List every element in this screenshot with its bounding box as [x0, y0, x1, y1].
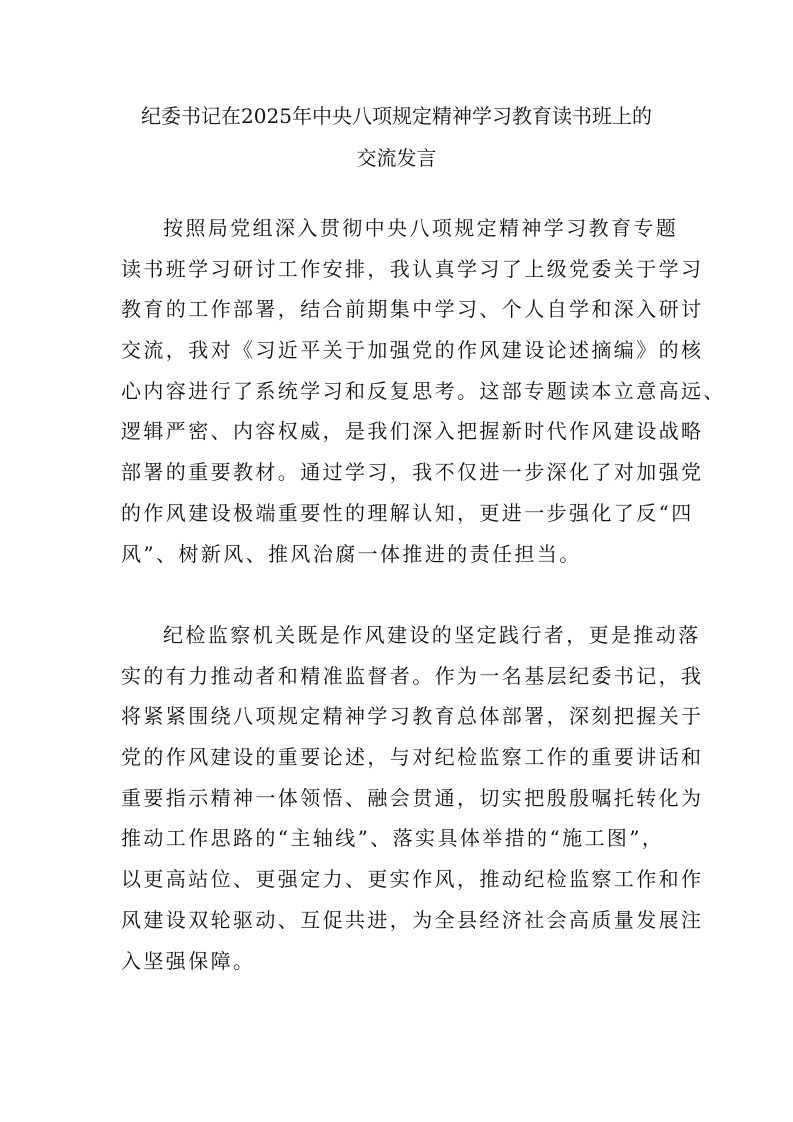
paragraph-2	[121, 622, 704, 988]
paragraph-line: 重要指示精神一体领悟、融会贯通，切实把殷殷嘱托转化为	[121, 785, 704, 810]
paragraph-line: 将紧紧围绕八项规定精神学习教育总体部署，深刻把握关于	[121, 704, 704, 729]
document-title-line-1: 纪委书记在2025年中央八项规定精神学习教育读书班上的	[141, 104, 652, 128]
paragraph-line: 的作风建设极端重要性的理解认知，更进一步强化了反“四	[121, 500, 694, 525]
paragraph-line: 按照局党组深入贯彻中央八项规定精神学习教育专题	[163, 216, 679, 240]
paragraph-line: 实的有力推动者和精准监督者。作为一名基层纪委书记，我	[121, 663, 704, 688]
paragraph-line: 以更高站位、更强定力、更实作风，推动纪检监察工作和作	[121, 867, 704, 892]
paragraph-line: 部署的重要教材。通过学习，我不仅进一步深化了对加强党	[121, 460, 704, 485]
paragraph-line: 心内容进行了系统学习和反复思考。这部专题读本立意高远、	[121, 378, 726, 403]
paragraph-line: 推动工作思路的“主轴线”、落实具体举措的“施工图”，	[121, 826, 665, 851]
paragraph-line: 风”、树新风、推风治腐一体推进的责任担当。	[121, 541, 582, 566]
paragraph-line: 交流，我对《习近平关于加强党的作风建设论述摘编》的核	[121, 338, 704, 363]
paragraph-line: 逻辑严密、内容权威，是我们深入把握新时代作风建设战略	[121, 419, 704, 444]
paragraph-1	[121, 215, 726, 581]
document-title-line-2: 交流发言	[356, 146, 437, 170]
paragraph-line: 入坚强保障。	[121, 948, 256, 973]
paragraph-line: 纪检监察机关既是作风建设的坚定践行者，更是推动落	[163, 623, 701, 647]
paragraph-line: 读书班学习研讨工作安排，我认真学习了上级党委关于学习	[121, 256, 704, 281]
paragraph-line: 教育的工作部署，结合前期集中学习、个人自学和深入研讨	[121, 297, 704, 322]
paragraph-line: 党的作风建设的重要论述，与对纪检监察工作的重要讲话和	[121, 745, 704, 770]
paragraph-line: 风建设双轮驱动、互促共进，为全县经济社会高质量发展注	[121, 907, 704, 932]
